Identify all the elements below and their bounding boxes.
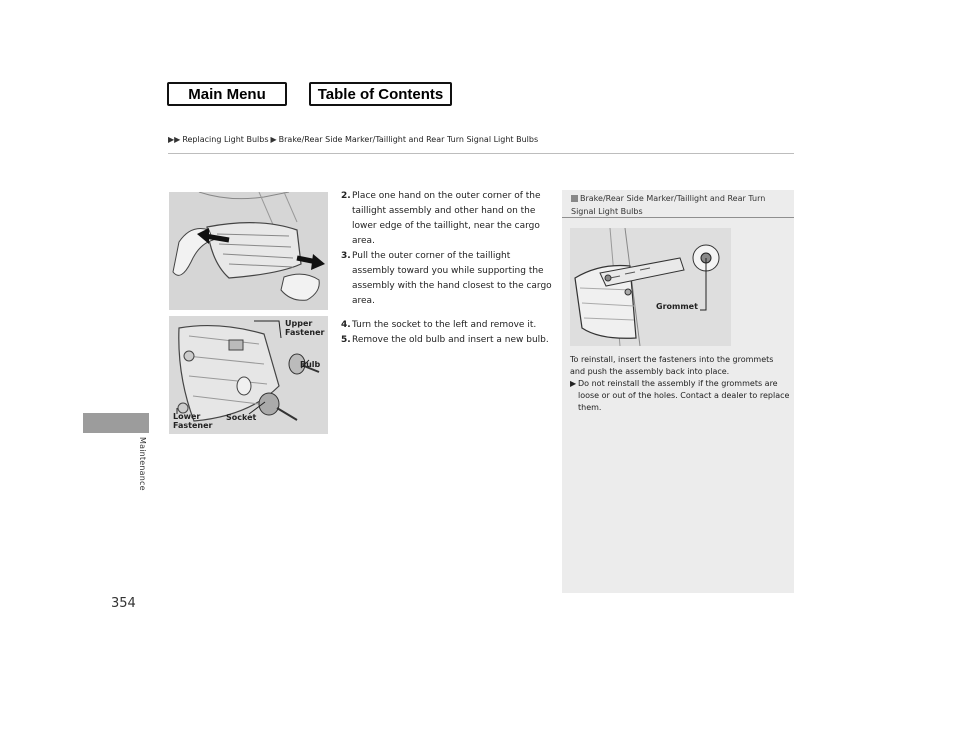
breadcrumb-item-taillight-bulbs[interactable]: Brake/Rear Side Marker/Taillight and Rear Turn Signal Light Bulbs — [278, 135, 539, 144]
breadcrumb-arrow-icon: ▶▶ — [168, 135, 181, 144]
instruction-steps — [341, 189, 553, 348]
step-5: 5. Remove the old bulb and insert a new bulb. — [341, 335, 549, 345]
taillight-removal-illustration — [169, 192, 328, 310]
note-sub-item: ▶ Do not reinstall the assembly if the grommets are loose or out of the holes. Contact a dealer to replace them. — [570, 379, 790, 412]
arrow-icon: ▶ — [570, 379, 577, 388]
taillight-removal-drawing — [169, 192, 328, 310]
table-of-contents-button[interactable]: Table of Contents — [309, 82, 452, 106]
bulb-socket-diagram — [169, 316, 328, 434]
label-socket: Socket — [226, 413, 257, 422]
note-title: Brake/Rear Side Marker/Taillight and Rear Turn Signal Light Bulbs — [571, 194, 766, 216]
section-tab — [83, 413, 149, 433]
grommet-drawing — [570, 228, 731, 346]
step-2: 2. Place one hand on the outer corner of the taillight assembly and other hand on the lower edge of the taillight, near the cargo area. — [341, 191, 541, 246]
label-bulb: Bulb — [300, 360, 321, 369]
main-menu-button[interactable]: Main Menu — [167, 82, 287, 106]
label-lower-fastener: Lower Fastener — [173, 412, 213, 430]
notes-panel — [562, 190, 794, 593]
breadcrumb-item-replacing-light-bulbs[interactable]: Replacing Light Bulbs — [182, 135, 269, 144]
section-label: Maintenance — [138, 437, 147, 491]
breadcrumb — [168, 135, 538, 144]
note-marker-icon — [571, 195, 578, 202]
page-number: 354 — [111, 596, 136, 611]
header-divider — [168, 153, 794, 154]
grommet-illustration — [570, 228, 731, 346]
note-divider — [562, 217, 794, 218]
note-body: To reinstall, insert the fasteners into the grommets and push the assembly back into place. ▶ Do not reinstall the assembly if the grommets are loose or out of the holes. Contact a dealer to replace them. — [570, 355, 790, 412]
breadcrumb-arrow-icon: ▶ — [270, 135, 277, 144]
label-upper-fastener: Upper Fastener — [285, 319, 325, 337]
step-3: 3. Pull the outer corner of the taillight assembly toward you while supporting the assembly with the hand closest to the cargo area. — [341, 251, 552, 306]
label-grommet: Grommet — [656, 302, 698, 311]
step-4: 4. Turn the socket to the left and remove it. — [341, 320, 537, 330]
